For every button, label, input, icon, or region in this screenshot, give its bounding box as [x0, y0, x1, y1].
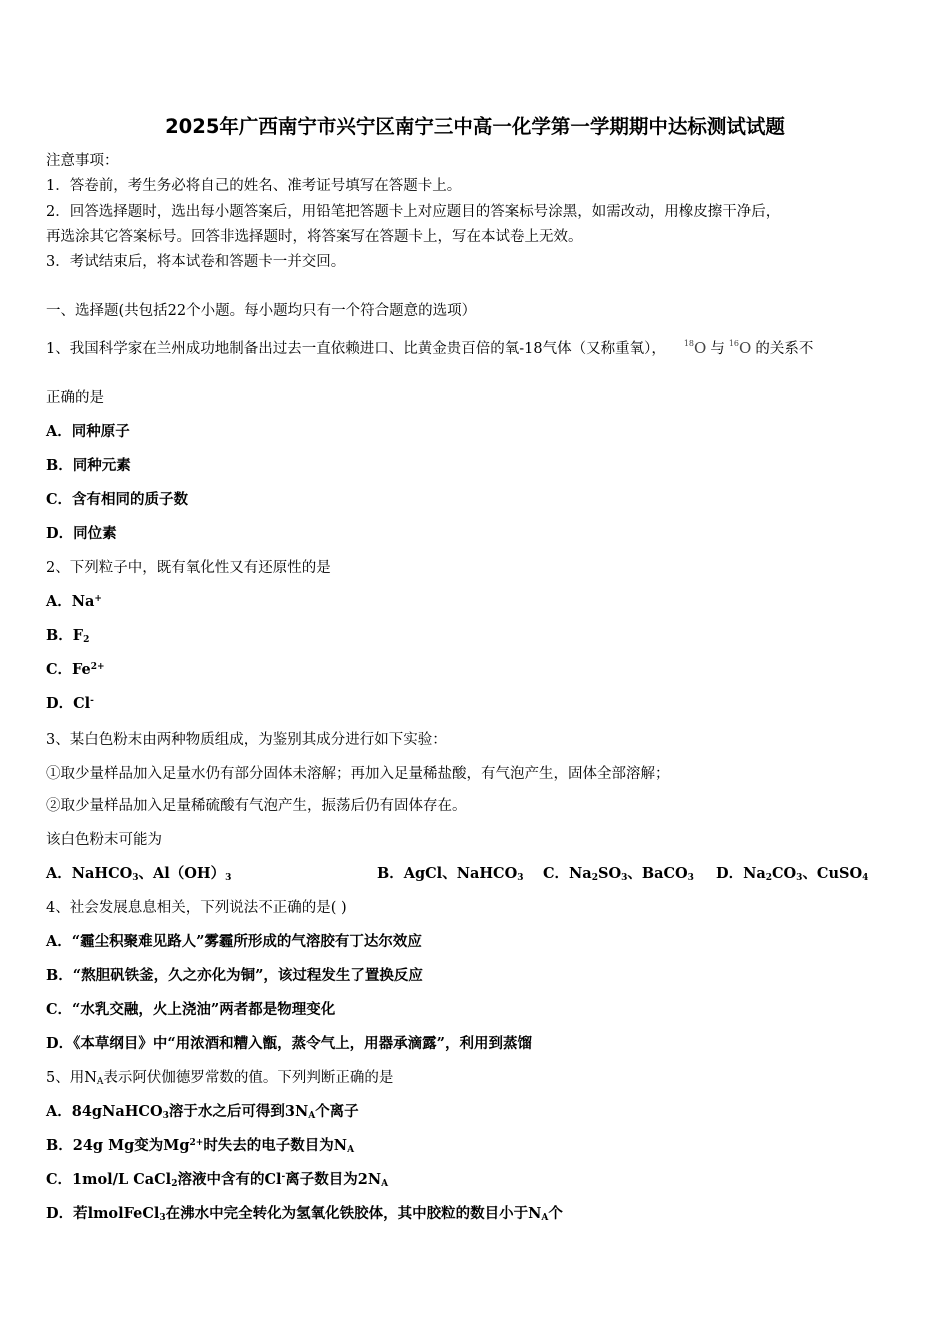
q2-option-d[interactable]: D．Cl- [46, 695, 94, 712]
q5-option-d[interactable]: D．若lmolFeCl$_3$在沸水中完全转化为氢氧化铁胶体，其中胶粒的数目小于$N_A$个 [46, 1205, 563, 1223]
q4-stem: 4、社会发展息息相关，下列说法不正确的是( ) [46, 900, 347, 916]
q3-experiment-1: ①取少量样品加入足量水仍有部分固体未溶解；再加入足量稀盐酸，有气泡产生，固体全部溶解； [46, 766, 670, 782]
q2-option-a[interactable]: A．Na+ [46, 593, 102, 610]
q3-stem: 3、某白色粉末由两种物质组成，为鉴别其成分进行如下实验： [46, 732, 447, 748]
page-title: 2025年广西南宁市兴宁区南宁三中高一化学第一学期期中达标测试试题 [165, 115, 785, 138]
q3-options-row [0, 865, 950, 883]
q3-ask: 该白色粉末可能为 [46, 832, 162, 848]
q4-option-a[interactable]: A．“霾尘积聚难见路人”雾霾所形成的气溶胶有丁达尔效应 [46, 933, 422, 950]
q1-stem-cont: 正确的是 [46, 390, 104, 406]
q4-option-b[interactable]: B．“熬胆矾铁釜，久之亦化为铜”，该过程发生了置换反应 [46, 967, 423, 984]
q2-option-c[interactable]: C．$Fe^{2+}$ [46, 661, 105, 678]
isotope-16o: $^{16}$O [728, 339, 752, 357]
q4-option-c[interactable]: C．“水乳交融，火上浇油”两者都是物理变化 [46, 1001, 336, 1018]
q2-option-b[interactable]: B．$F_2$ [46, 627, 90, 645]
section-heading: 一、选择题(共包括22个小题。每小题均只有一个符合题意的选项） [46, 303, 477, 319]
q1-stem-text: 1、我国科学家在兰州成功地制备出过去一直依赖进口、比黄金贵百倍的氧-18气体（又称重氧）， [46, 341, 666, 357]
notice-item-2a: 2．回答选择题时，选出每小题答案后，用铅笔把答题卡上对应题目的答案标号涂黑，如需改动，用橡皮擦干净后， [46, 204, 781, 220]
q3-option-d[interactable]: D．$Na_2CO_3$、CuSO$_4$ [716, 865, 869, 883]
q1-stem [46, 339, 813, 357]
q1-option-b[interactable]: B．同种元素 [46, 457, 131, 474]
q3-option-b[interactable]: B．AgCl、NaHCO$_3$ [377, 865, 524, 883]
q5-stem: 5、用$N_A$表示阿伏伽德罗常数的值。下列判断正确的是 [46, 1070, 394, 1087]
notice-item-2b: 再选涂其它答案标号。回答非选择题时，将答案写在答题卡上，写在本试卷上无效。 [46, 229, 583, 245]
q4-option-d[interactable]: D．《本草纲目》中“用浓酒和糟入甑，蒸令气上，用器承滴露”，利用到蒸馏 [46, 1035, 533, 1052]
notice-item-1: 1．答卷前，考生务必将自己的姓名、准考证号填写在答题卡上。 [46, 178, 462, 194]
q1-option-a[interactable]: A．同种原子 [46, 423, 130, 440]
q3-experiment-2: ②取少量样品加入足量稀硫酸有气泡产生，振荡后仍有固体存在。 [46, 798, 467, 814]
q2-stem: 2、下列粒子中，既有氧化性又有还原性的是 [46, 560, 331, 576]
notice-item-3: 3．考试结束后，将本试卷和答题卡一并交回。 [46, 254, 346, 270]
notice-heading: 注意事项： [46, 153, 119, 169]
q5-option-a[interactable]: A．84gNaHCO$_3$溶于水之后可得到$3N_A$个离子 [46, 1103, 359, 1121]
q1-and: 与 [710, 341, 725, 357]
q1-stem-tail: 的关系不 [755, 341, 814, 357]
q3-option-a[interactable]: A．NaHCO$_3$、$Al(OH)_3$ [46, 865, 232, 883]
q5-option-b[interactable]: B．24g Mg变为$Mg^{2+}$时失去的电子数目为$N_A$ [46, 1137, 355, 1155]
q5-option-c[interactable]: C．1mol/L CaCl$_2$溶液中含有的Cl-离子数目为$2N_A$ [46, 1171, 389, 1189]
isotope-18o: $^{18}$O [683, 339, 707, 357]
q3-option-c[interactable]: C．$Na_2SO_3$、BaCO$_3$ [543, 865, 694, 883]
q1-option-d[interactable]: D．同位素 [46, 525, 117, 542]
q1-option-c[interactable]: C．含有相同的质子数 [46, 491, 189, 508]
